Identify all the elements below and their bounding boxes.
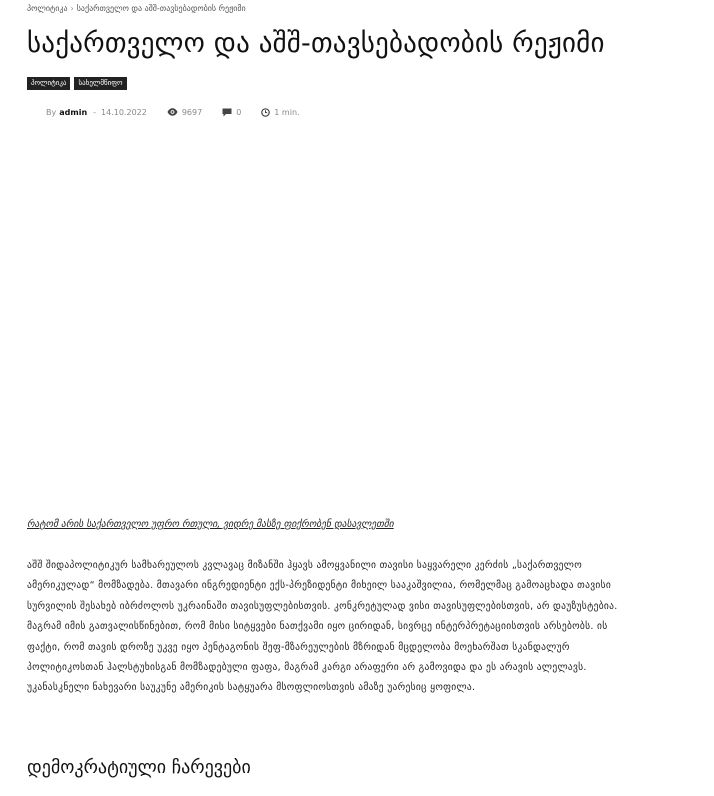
comment-icon (222, 108, 232, 117)
meta-dash: - (93, 107, 97, 117)
breadcrumb-category-link[interactable]: პოლიტიკა (27, 4, 68, 13)
category-tags (27, 77, 127, 90)
author-avatar[interactable] (27, 105, 41, 119)
publish-date: 14.10.2022 (101, 107, 147, 117)
by-label: By (46, 107, 57, 117)
author-link[interactable]: admin (59, 107, 88, 117)
article-meta (27, 105, 300, 119)
comments-count: 0 (236, 107, 242, 117)
read-time (261, 108, 299, 117)
views-count: 9697 (181, 107, 203, 117)
eye-icon (167, 108, 178, 116)
featured-image-placeholder (27, 128, 687, 513)
image-caption: რატომ არის საქართველო უფრო რთული, ვიდრე მასზე ფიქრობენ დასავლეთში (27, 519, 394, 530)
breadcrumb-current: საქართველო და აშშ-თავსებადობის რეჟიმი (76, 4, 246, 13)
tag-politics[interactable]: პოლიტიკა (27, 77, 70, 90)
breadcrumb (27, 4, 246, 13)
article-body-paragraph: აშშ შიდაპოლიტიკურ სამხარეულოს კვლავაც მიზანში ჰყავს ამოყვანილი თავისი საყვარელი კერძის „საქართველო ამერიკულად“ მომზადება. მთავარი ინგრედიენტი ექს-პრეზიდენტი მიხეილ სააკაშვილია, რომელმაც გამოაცხადა თავისი სურვილის შესახებ იბრძოლოს უკრაინაში თავისუფლებისთვის. კონკრეტულად ვისი თავისუფლებისთვის, არ დაუზუსტებია. მაგრამ იმის გათვალისწინებით, რომ მისი სიტყვები ნათქვამი იყო ცირიდან, სივრცე ინტერპრეტაციისთვის არსებობს. ის ფაქტი, რომ თავის დროზე უკვე იყო პენტაგონის შეფ-მზარეულების მზრიდან მცდელობა მოეხარშათ სკანდალურ პოლიტიკოსთან ჰალსტუხისგან მომზადებული ფაფა, მაგრამ კარგი არაფერი არ გამოვიდა და ეს არავის ალელავს. უკანასკნელი ნახევარი საუკუნე ამერიკის სატყუარა მსოფლიოსთვის ამაზე უარესიც ყოფილა. (27, 560, 618, 694)
tag-government[interactable]: სახელმწიფო (74, 77, 126, 90)
breadcrumb-separator: › (70, 4, 74, 13)
comments-counter[interactable] (222, 108, 241, 117)
read-time-value: 1 min. (274, 107, 300, 117)
page-title: საქართველო და აშშ-თავსებადობის რეჟიმი (27, 28, 605, 59)
views-counter (167, 108, 202, 117)
clock-icon (261, 108, 270, 117)
section-heading: დემოკრატიული ჩარევები (27, 757, 251, 778)
